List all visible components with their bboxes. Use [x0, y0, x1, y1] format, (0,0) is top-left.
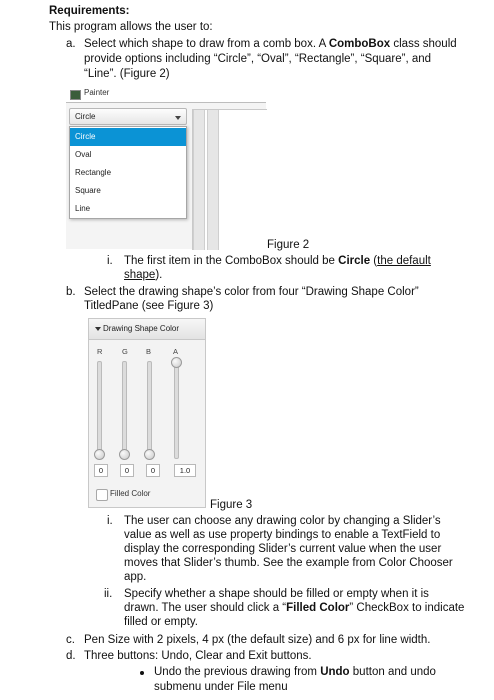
item-a-line3: “Line”. (Figure 2) — [84, 68, 170, 80]
item-b-ii-line1: Specify whether a shape should be filled or empty when it is — [124, 588, 429, 600]
item-d-text: Three buttons: Undo, Clear and Exit buttons. — [84, 650, 312, 662]
intro-text: This program allows the user to: — [49, 21, 213, 33]
figure3-caption: Figure 3 — [210, 499, 253, 511]
item-a-marker: a. — [66, 38, 76, 50]
item-b-line2: TitledPane (see Figure 3) — [84, 300, 214, 312]
bullet-icon — [140, 671, 144, 675]
item-d-bullet-line1: Undo the previous drawing from Undo button and undo — [154, 666, 436, 678]
combobox-value: Circle — [75, 112, 96, 121]
slider-track-g[interactable] — [122, 361, 127, 459]
item-b-ii-line3: filled or empty. — [124, 616, 198, 628]
item-b-ii-line2: drawn. The user should click a “Filled Color” CheckBox to indicate — [124, 602, 465, 614]
item-b-i-marker: i. — [107, 515, 113, 527]
app-icon — [70, 90, 81, 100]
window-title: Painter — [84, 88, 110, 97]
channel-label-g: G — [122, 347, 128, 356]
combo-option-oval[interactable]: Oval — [75, 150, 92, 159]
value-field-g[interactable]: 0 — [120, 464, 134, 477]
item-a-i-line1: The first item in the ComboBox should be Circle (the default — [124, 255, 431, 267]
slider-thumb-b[interactable] — [144, 449, 155, 460]
filled-color-checkbox[interactable] — [96, 489, 108, 501]
channel-label-b: B — [146, 347, 152, 356]
slider-thumb-r[interactable] — [94, 449, 105, 460]
item-a-i-marker: i. — [107, 255, 113, 267]
channel-label-a: A — [173, 347, 179, 356]
item-b-i-line2: value as well as use property bindings to enable a TextField to — [124, 529, 441, 541]
slider-track-r[interactable] — [97, 361, 102, 459]
slider-track-a[interactable] — [174, 361, 179, 459]
combo-option-square[interactable]: Square — [75, 186, 101, 195]
combo-option-line[interactable]: Line — [75, 204, 91, 213]
slider-track-b[interactable] — [147, 361, 152, 459]
painter-window — [66, 86, 266, 249]
item-a-i-line2: shape). — [124, 269, 163, 281]
item-b-i-line4: moves that Slider’s thumb. See the example from Color Chooser — [124, 557, 453, 569]
combo-option-circle[interactable]: Circle — [70, 128, 186, 146]
slider-thumb-a[interactable] — [171, 357, 182, 368]
value-field-b[interactable]: 0 — [146, 464, 160, 477]
combobox-popup — [69, 126, 187, 219]
slider-thumb-g[interactable] — [119, 449, 130, 460]
pane-title: Drawing Shape Color — [103, 324, 180, 333]
window-titlebar — [66, 86, 266, 103]
value-field-r[interactable]: 0 — [94, 464, 108, 477]
pane-header[interactable] — [89, 319, 205, 340]
canvas-stripe — [193, 110, 205, 250]
item-b-marker: b. — [66, 286, 76, 298]
item-a-line1: Select which shape to draw from a comb box. A ComboBox class should — [84, 38, 457, 50]
window-content — [66, 103, 266, 249]
figure2-caption: Figure 2 — [267, 239, 310, 251]
value-field-a[interactable]: 1.0 — [174, 464, 196, 477]
item-b-i-line5: app. — [124, 571, 147, 583]
item-b-i-line1: The user can choose any drawing color by changing a Slider’s — [124, 515, 441, 527]
page-heading: Requirements: — [49, 5, 130, 17]
item-b-line1: Select the drawing shape’s color from four “Drawing Shape Color” — [84, 286, 419, 298]
chevron-down-icon[interactable] — [175, 116, 181, 120]
canvas-stripe — [207, 110, 219, 250]
item-d-bullet-line2: submenu under File menu — [154, 681, 288, 693]
item-c-text: Pen Size with 2 pixels, 4 px (the default size) and 6 px for line width. — [84, 634, 431, 646]
drawing-canvas[interactable] — [192, 109, 267, 250]
collapse-triangle-icon[interactable] — [95, 327, 101, 331]
filled-color-label: Filled Color — [110, 489, 151, 498]
item-d-marker: d. — [66, 650, 76, 662]
drawing-shape-color-pane — [88, 318, 206, 508]
channel-label-r: R — [97, 347, 103, 356]
shape-combobox[interactable] — [69, 108, 187, 125]
combo-option-rectangle[interactable]: Rectangle — [75, 168, 112, 177]
item-c-marker: c. — [66, 634, 75, 646]
item-b-i-line3: display the corresponding Slider’s current value when the user — [124, 543, 442, 555]
item-b-ii-marker: ii. — [104, 588, 113, 600]
item-a-line2: provide options including “Circle”, “Oval”, “Rectangle”, “Square”, and — [84, 53, 432, 65]
